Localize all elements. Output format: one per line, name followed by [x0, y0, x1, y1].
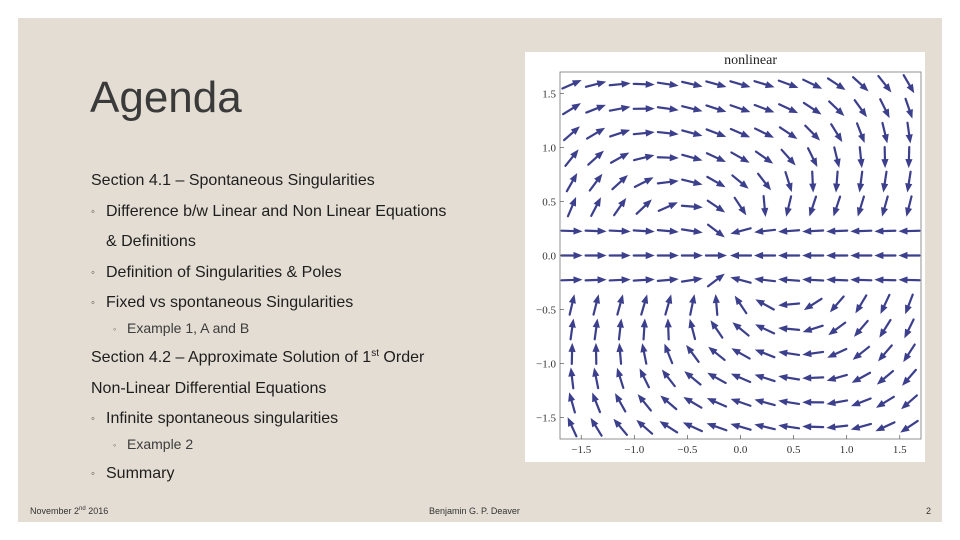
bullet-singularities-poles: ◦ Definition of Singularities & Poles [91, 264, 342, 281]
footer-author: Benjamin G. P. Deaver [429, 506, 520, 516]
y-tick-label: 1.0 [542, 142, 556, 155]
x-tick-label: −0.5 [677, 444, 698, 456]
section-4-2-heading: Section 4.2 – Approximate Solution of 1st Order [91, 348, 425, 366]
bullet-icon: ◦ [91, 297, 95, 309]
plot-title: nonlinear [724, 53, 777, 68]
bullet-icon: ◦ [91, 206, 95, 218]
y-tick-label: 0.0 [542, 250, 556, 263]
bullet-icon: ◦ [113, 324, 117, 334]
y-tick-label: 0.5 [542, 196, 556, 209]
bullet-icon: ◦ [91, 413, 95, 425]
bullet-icon: ◦ [91, 267, 95, 279]
bullet-infinite-spontaneous: ◦ Infinite spontaneous singularities [91, 410, 339, 427]
bullet-icon: ◦ [113, 440, 117, 450]
x-tick-label: −1.5 [571, 444, 592, 456]
sub-bullet-example-2: ◦ Example 2 [113, 436, 194, 452]
bullet-difference-linear: ◦ Difference b/w Linear and Non Linear Equations [91, 203, 447, 220]
vector-field-plot [525, 52, 925, 462]
bullet-icon: ◦ [91, 468, 95, 480]
page-number: 2 [926, 506, 932, 516]
footer-date: November 2nd 2016 [30, 506, 109, 516]
y-tick-label: −1.5 [536, 412, 556, 425]
slide [18, 18, 942, 522]
y-tick-label: 1.5 [542, 88, 556, 101]
x-tick-label: 1.0 [839, 444, 854, 456]
section-4-1-heading: Section 4.1 – Spontaneous Singularities [91, 172, 375, 189]
x-tick-label: 1.5 [892, 444, 907, 456]
bullet-difference-linear-cont: & Definitions [106, 233, 196, 250]
sub-bullet-example-1: ◦ Example 1, A and B [113, 320, 250, 336]
bullet-fixed-vs-spontaneous: ◦ Fixed vs spontaneous Singularities [91, 294, 354, 311]
bullet-summary: ◦ Summary [91, 465, 175, 482]
x-tick-label: −1.0 [624, 444, 645, 456]
y-tick-label: −0.5 [536, 304, 556, 317]
slide-title: Agenda [90, 73, 242, 122]
y-tick-label: −1.0 [536, 358, 556, 371]
x-tick-label: 0.5 [786, 444, 801, 456]
x-tick-label: 0.0 [733, 444, 748, 456]
plot-canvas [525, 52, 925, 462]
section-4-2-heading-cont: Non-Linear Differential Equations [91, 380, 327, 397]
